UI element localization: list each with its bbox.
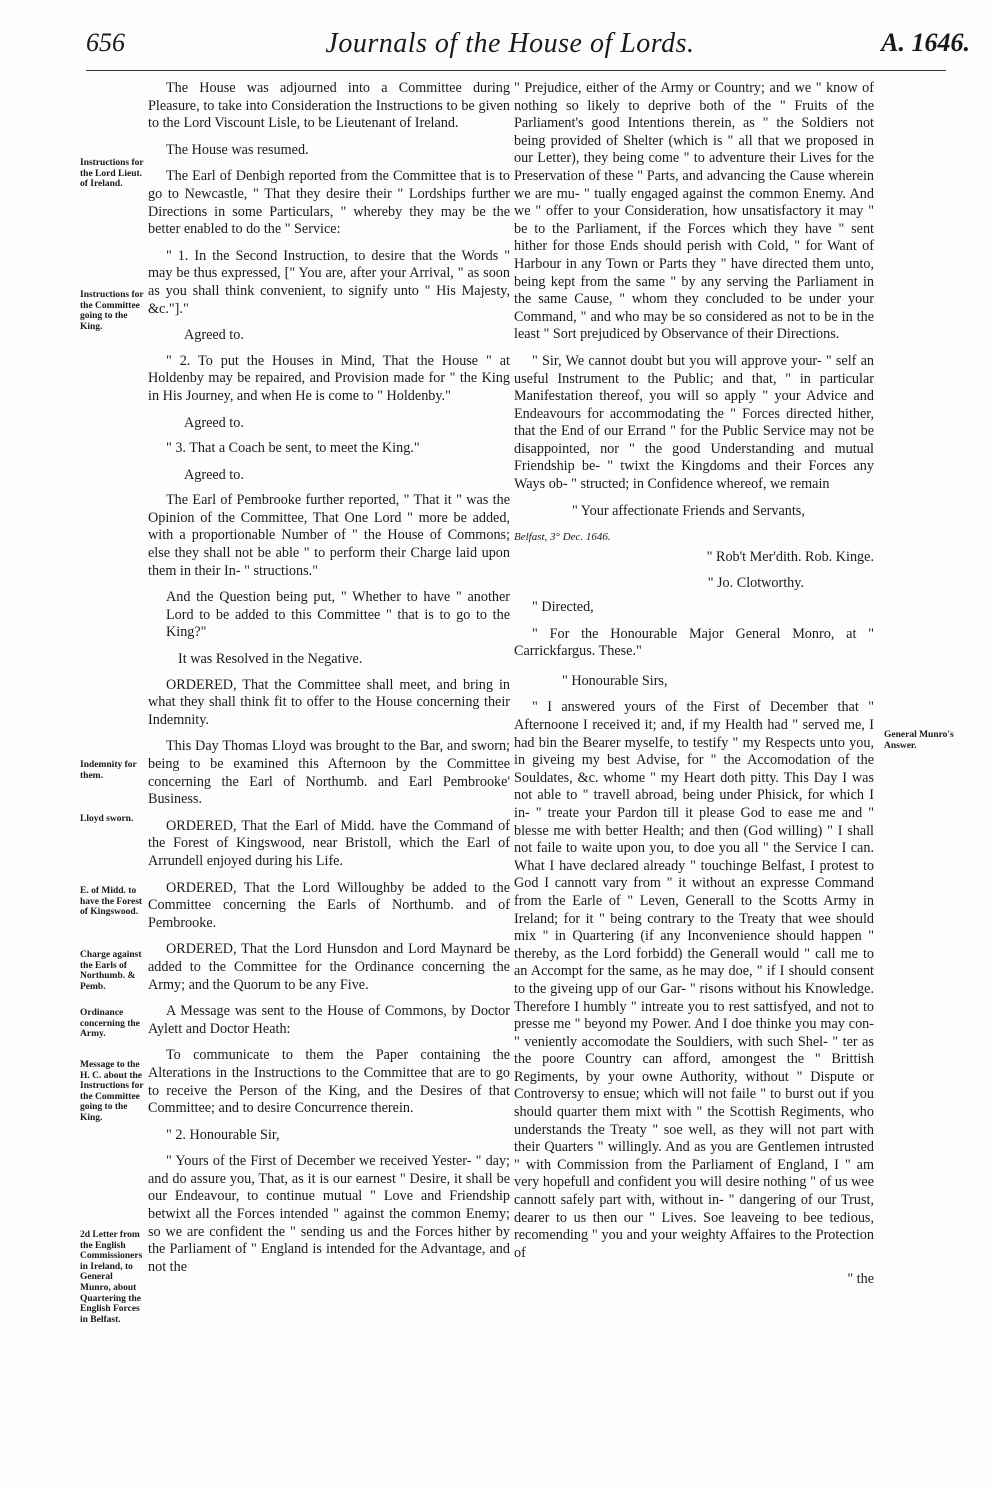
margin-note: General Munro's Answer. — [884, 730, 954, 751]
margin-note: Charge against the Earls of Northumb. & Pemb. — [80, 950, 142, 992]
left-column — [148, 80, 510, 1285]
agreed-label: Agreed to. — [184, 414, 244, 431]
paragraph: ORDERED, That the Committee shall meet, and bring in what they shall think fit to offer to the House concerning their Indemnity. — [148, 676, 510, 728]
paragraph: " 2. To put the Houses in Mind, That the House " at Holdenby may be repaired, and Provision made for " the King in His Journey, and when He is come to " Holdenby." — [148, 352, 510, 404]
header-rule — [86, 70, 946, 71]
page-header — [60, 28, 970, 68]
page-number: 656 — [86, 28, 125, 57]
margin-note: Indemnity for them. — [80, 760, 137, 781]
margin-note: Ordinance concerning the Army. — [80, 1008, 140, 1040]
paragraph: A Message was sent to the House of Commons, by Doctor Aylett and Doctor Heath: — [148, 1003, 510, 1037]
margin-note: Instructions for the Lord Lieut. of Ireland. — [80, 158, 144, 190]
margin-note: Lloyd sworn. — [80, 814, 134, 824]
paragraph: The Earl of Denbigh reported from the Committee that is to go to Newcastle, " That they desire their " Lordships further Directions in some Particulars, " whereby they may be the better enabled to do the " Service: — [148, 168, 510, 238]
paragraph: " Yours of the First of December we received Yester- " day; and do assure you, That, as it is our earnest " Desire, it shall be our Endeavour, to continue mutual " Love and Friendship betwixt all the Forces intended " against the common Enemy; so we are confident the " sending us and the Forces hither by the Parliament of " England is intended for the Advantage, and not the — [148, 1153, 510, 1275]
agreed-label: Agreed to. — [184, 466, 244, 483]
paragraph: " 1. In the Second Instruction, to desire that the Words " may be thus expressed, [" You are, after your Arrival, " as soon as you shall think convenient, to signify unto " His Majesty, &c."]." — [148, 247, 510, 317]
catchword: " the — [847, 1271, 874, 1288]
paragraph: ORDERED, That the Lord Willoughby be added to the Committee concerning the Earls of Northumb. and of Pembrooke. — [148, 879, 510, 931]
paragraph: This Day Thomas Lloyd was brought to the Bar, and sworn; being to be examined this Afternoon by the Committee concerning the Earl of Northumb. and Earl Pembrooke' Business. — [148, 738, 510, 808]
paragraph: And the Question being put, " Whether to have " another Lord to be added to this Committee " that is to go to the King?" — [166, 589, 510, 641]
letter-closing: " Your affectionate Friends and Servants, — [572, 502, 805, 519]
paragraph: " I answered yours of the First of December that " Afternoone I received it; and, if my Health had " served me, I had bin the Bearer myselfe, to testify " my Respects unto you, in giveing my best Advise, for " the Accomodation of the Souldates, &c. whome " my Heart doth pitty. This Day I was not able to " travell abroad, being under Phisick, for which I in- " treate your Pardon till it please God to ease me and " blesse me with better Health; and then (God willing) " I shall not faile to waite upon you, to doe you all " the Service I can. What I have declared already " touchinge Belfast, I protest to God I cannott vary from " it without an expresse Command from the Earle of " Leven, Generall to the Scotts Army in Ireland; for it " being contrary to the Treaty that wee should mix " in Quartering (if any Inconvenience should happen " thereby, as the Lord forbidd) the Generall would " call me to an Accompt for the same, as he may doe, " if I should consent to the giveing upp of our Gar- " risons without his Knowledge. Therefore I humbly " intreate you to rest sattisfyed, and not to presse me " beyond my Power. And I doe thinke you may con- " veniently accomodate the Souldiers, with such Shel- " ter as the poore Country can afford, amongest the " Brittish Regiments, by your owne Authority, without " Dispute or Controversy to ensue; which will not faile " to burst out if you should quarter them mixt with " the Scottish Regiments, who understands the Treaty " soe well, as they will not part with their Quarters " willingly. And as you are Gentlemen intrusted " with Commission from the Parliament of England, I " am very hopefull and confident you will desire nothing " of us wee cannott safely part with, without in- " dangering of our Trust, dearer to us then our " Lives. Soe leaveing to bee tedious, recomending " you and your weighty Affaires to the Protection of — [514, 699, 874, 1261]
year-label: A. 1646. — [881, 28, 970, 57]
paragraph: " Sir, We cannot doubt but you will approve your- " self an useful Instrument to the Public; and that, " in particular Manifestation thereof, you will so apply " your Advice and Endeavours for accommodating the " Forces directed hither, that the End of our Errand " for the Public Service may not be disappointed, nor " the good Understanding and mutual Friendship be- " twixt the Kingdoms and their Forces any Ways ob- " structed; in Confidence whereof, we remain — [514, 352, 874, 493]
paragraph: " Prejudice, either of the Army or Country; and we " know of nothing so likely to deprive both of the " Fruits of the Parliament's good Intentions therein, as " the Soldiers not being provided of Shelter (which is " all that we proposed in our Letter), they being come " to adventure their Lives for the Preservation of these " Parts, and advancing the Cause wherein we are mu- " tually engaged against the common Enemy. And we " offer to your Consideration, how unsatisfactory it may " be to the Parliament, if the Forces which they have " sent hither for those Ends should perish with Cold, " for Want of Harbour in any Town or Parts they " have directed them unto, being kept from the same " by any serving the Parliament in the same Cause, " whom they concluded to be under your Command, " and who may be so considered as not to be in the least " Sort prejudiced by Observance of their Directions. — [514, 80, 874, 343]
letter-place-date: Belfast, 3° Dec. 1646. — [514, 531, 611, 544]
signature-line: " Rob't Mer'dith. Rob. Kinge. — [706, 548, 874, 565]
paragraph: ORDERED, That the Lord Hunsdon and Lord Maynard be added to the Committee for the Ordinance concerning the Army; and the Quorum to be any Five. — [148, 941, 510, 993]
paragraph: " For the Honourable Major General Monro, at " Carrickfargus. These." — [514, 625, 874, 660]
margin-note: Message to the H. C. about the Instructions for the Committee going to the King. — [80, 1060, 144, 1123]
paragraph: " 3. That a Coach be sent, to meet the King." — [166, 440, 420, 457]
agreed-label: Agreed to. — [184, 327, 244, 344]
paragraph: ORDERED, That the Earl of Midd. have the Command of the Forest of Kingswood, near Bristoll, which the Earl of Arrundell enjoyed during his Life. — [148, 817, 510, 869]
resolution: It was Resolved in the Negative. — [178, 651, 363, 668]
paragraph: The House was resumed. — [166, 141, 309, 158]
signature-line: " Jo. Clotworthy. — [707, 575, 804, 592]
right-column — [514, 80, 874, 1298]
paragraph: The House was adjourned into a Committee during Pleasure, to take into Consideration the Instructions to be given to the Lord Viscount Lisle, to be Lieutenant of Ireland. — [148, 80, 510, 132]
letter-salutation: " 2. Honourable Sir, — [166, 1126, 280, 1143]
margin-note: 2d Letter from the English Commissioners in Ireland, to General Munro, about Quartering the English Forces in Belfast. — [80, 1230, 143, 1325]
margin-note: Instructions for the Committee going to the King. — [80, 290, 144, 332]
journal-title: Journals of the House of Lords. — [325, 28, 695, 59]
paragraph: The Earl of Pembrooke further reported, " That it " was the Opinion of the Committee, That One Lord " more be added, with a proportionable Number of " the House of Commons; else they shall not be able " to perform their Charge laid upon them in their In- " structions." — [148, 492, 510, 579]
paragraph: To communicate to them the Paper containing the Alterations in the Instructions to the Committee that are to go to receive the Person of the King, and the Desires of that Committee; and to desire Concurrence therein. — [148, 1047, 510, 1117]
letter-salutation: " Honourable Sirs, — [562, 672, 668, 689]
margin-note: E. of Midd. to have the Forest of Kingswood. — [80, 886, 143, 918]
paragraph: " Directed, — [532, 599, 594, 616]
